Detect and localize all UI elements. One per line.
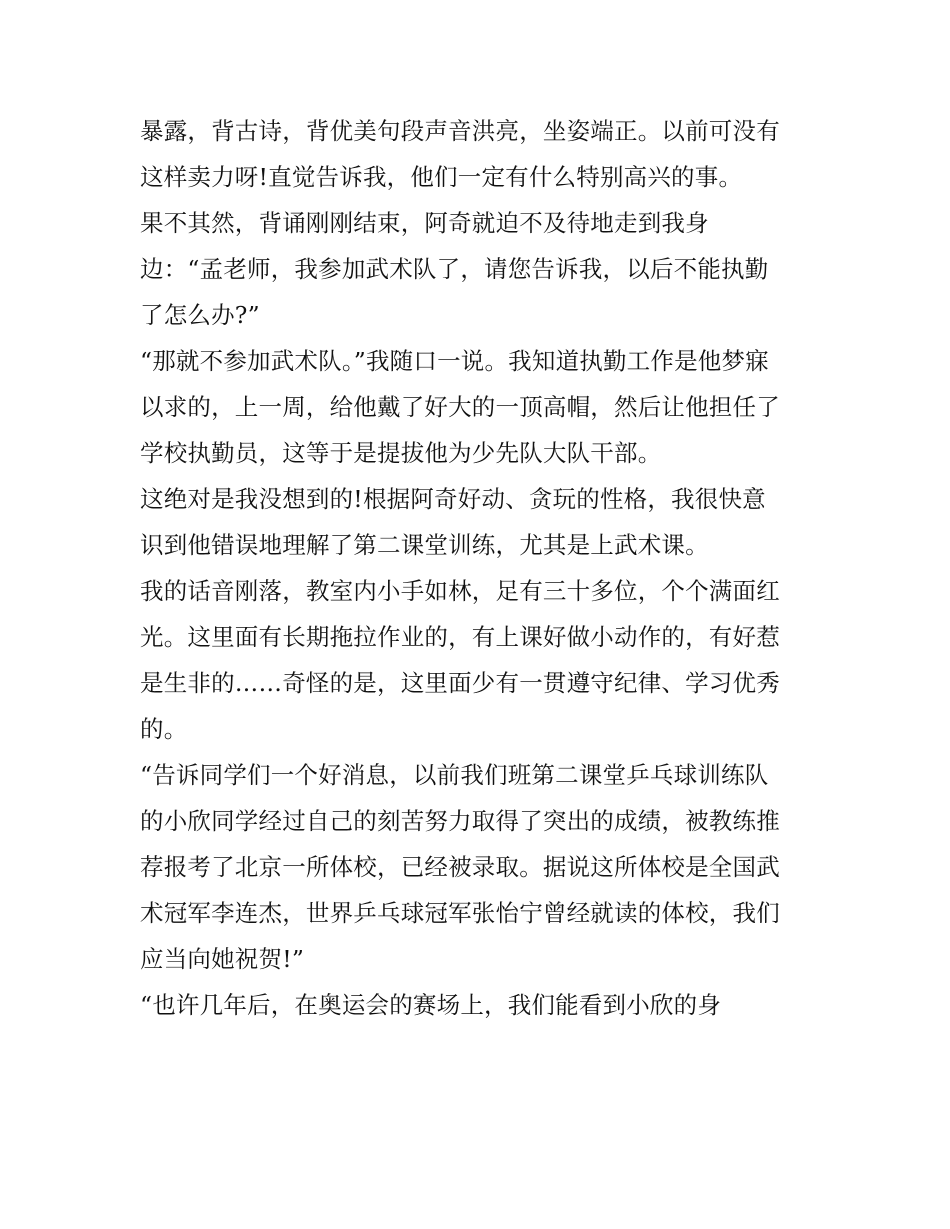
text-line: 是生非的……奇怪的是，这里面少有一贯遵守纪律、学习优秀 bbox=[140, 669, 780, 697]
text-line: 光。这里面有长期拖拉作业的，有上课好做小动作的，有好惹 bbox=[140, 623, 780, 651]
text-line: 暴露，背古诗，背优美句段声音洪亮，坐姿端正。以前可没有 bbox=[140, 117, 780, 145]
text-line: 的。 bbox=[140, 715, 188, 743]
text-line: 术冠军李连杰，世界乒乓球冠军张怡宁曾经就读的体校，我们 bbox=[140, 899, 780, 927]
text-line: 果不其然，背诵刚刚结束，阿奇就迫不及待地走到我身 bbox=[140, 209, 709, 237]
text-line: “也许几年后，在奥运会的赛场上，我们能看到小欣的身 bbox=[140, 991, 722, 1019]
text-line: “告诉同学们一个好消息，以前我们班第二课堂乒乓球训练队 bbox=[140, 761, 769, 789]
text-line: 应当向她祝贺!” bbox=[140, 945, 305, 973]
text-line: 了怎么办?” bbox=[140, 301, 260, 329]
text-line: 学校执勤员，这等于是提拔他为少先队大队干部。 bbox=[140, 439, 662, 467]
text-line: 边：“孟老师，我参加武术队了，请您告诉我，以后不能执勤 bbox=[140, 255, 769, 283]
text-line: 我的话音刚落，教室内小手如林，足有三十多位，个个满面红 bbox=[140, 577, 780, 605]
text-line: 以求的，上一周，给他戴了好大的一顶高帽，然后让他担任了 bbox=[140, 393, 780, 421]
body-text bbox=[140, 108, 820, 1028]
text-line: 识到他错误地理解了第二课堂训练，尤其是上武术课。 bbox=[140, 531, 709, 559]
text-line: 荐报考了北京一所体校，已经被录取。据说这所体校是全国武 bbox=[140, 853, 780, 881]
text-line: 的小欣同学经过自己的刻苦努力取得了突出的成绩，被教练推 bbox=[140, 807, 780, 835]
text-line: “那就不参加武术队。”我随口一说。我知道执勤工作是他梦寐 bbox=[140, 347, 769, 375]
text-line: 这样卖力呀!直觉告诉我，他们一定有什么特别高兴的事。 bbox=[140, 163, 743, 191]
text-line: 这绝对是我没想到的!根据阿奇好动、贪玩的性格，我很快意 bbox=[140, 485, 766, 513]
